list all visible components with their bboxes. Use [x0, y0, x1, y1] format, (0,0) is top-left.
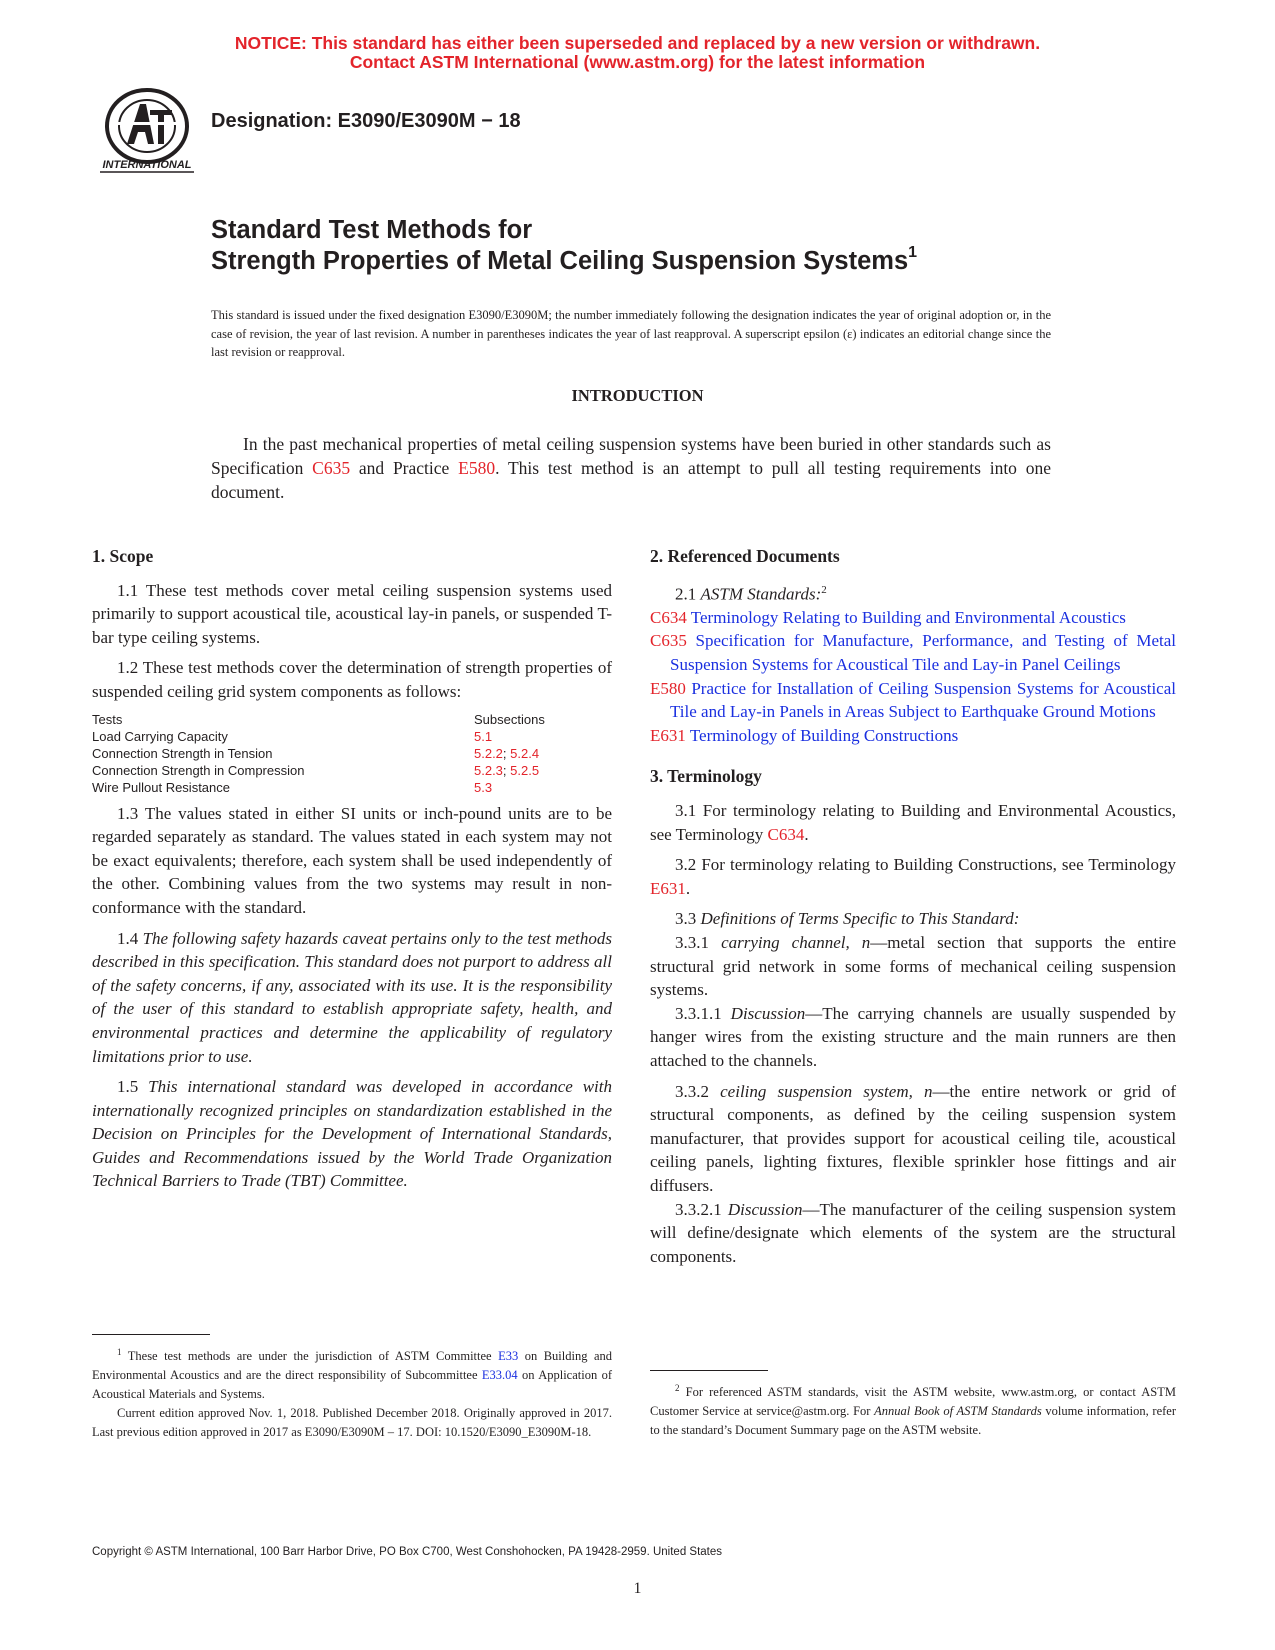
reference-item	[650, 629, 1176, 676]
test-name: Wire Pullout Resistance	[92, 779, 230, 795]
link-subsection[interactable]: 5.2.4	[510, 745, 540, 761]
para-3-2-text: 3.2 For terminology relating to Building Constructions, see Terminology	[675, 855, 1176, 875]
para-3-1: 3.1 For terminology relating to Building and Environmental Acoustics, see Terminology C634.	[650, 801, 1176, 844]
para-3-3-1	[650, 931, 1176, 1002]
para-number: 1.4	[117, 928, 143, 948]
definition-text: —the entire network or grid of structural components, as defined by the ceiling suspension system manufacturer, that provides support for acoustical ceiling tile, acoustical ceiling panels, lighting fixtures, flexible sprinkler hose fittings and air diffusers.	[650, 1081, 1177, 1195]
referenced-heading: 2. Referenced Documents	[650, 546, 840, 566]
discussion-label: Discussion	[730, 1003, 806, 1023]
footnotes-left	[92, 1334, 612, 1442]
para-3-3-text: Definitions of Terms Specific to This Standard:	[700, 909, 1020, 929]
introduction-heading: INTRODUCTION	[571, 386, 704, 405]
para-1-1: 1.1 These test methods cover metal ceiling suspension systems used primarily to support acoustical tile, acoustical lay-in panels, or suspended T-bar type ceiling systems.	[92, 580, 612, 647]
link-c634[interactable]: C634	[650, 607, 687, 627]
table-row	[92, 762, 612, 779]
footnote-1-edition: Current edition approved Nov. 1, 2018. Published December 2018. Originally approved in 2017. Last previous edition approved in 2017 as E3090/E3090M – 17. DOI: 10.1520/E3090_E3090M-18.	[92, 1406, 612, 1440]
test-subsection	[474, 745, 612, 762]
superseded-notice	[0, 34, 1275, 72]
para-number: 3.3.1.1	[675, 1003, 731, 1023]
terminology-heading: 3. Terminology	[650, 766, 762, 787]
para-number: 2.1	[675, 584, 701, 604]
definition-text: —metal section that supports the entire structural grid network in some forms of mechanical ceiling suspension systems.	[650, 932, 1177, 1000]
footnote-1	[92, 1343, 612, 1404]
link-e631[interactable]: E631	[650, 725, 686, 745]
footnote-text: For referenced ASTM standards, visit the ASTM website, www.astm.org, or contact ASTM Customer Service at service@astm.org. For	[650, 1385, 1176, 1419]
para-1-4	[92, 927, 612, 1069]
footnote-text: These test methods are under the jurisdiction of ASTM Committee	[121, 1349, 499, 1364]
para-1-5-text: This international standard was developed in accordance with internationally recognized principles on standardization established in the Decision on Principles for the Development of International Standards, Guides and Recommendations issued by the World Trade Organization Technical Barriers to Trade (TBT) Committee.	[92, 1077, 612, 1191]
footnote-mark: 1	[117, 1347, 122, 1357]
title-footnote-mark: 1	[908, 244, 918, 261]
link-subsection[interactable]: 5.2.3	[474, 762, 503, 778]
link-e631[interactable]: E631	[650, 878, 686, 898]
link-e33-04[interactable]: E33.04	[481, 1368, 518, 1383]
copyright: Copyright © ASTM International, 100 Barr Harbor Drive, PO Box C700, West Conshohocken, PA 19428-2959. United States	[92, 1546, 723, 1558]
link-e580[interactable]: E580	[650, 678, 686, 698]
para-1-3: 1.3 The values stated in either SI units or inch-pound units are to be regarded separately as standard. The values stated in each system may not be exact equivalents; therefore, each system shall be used independently of the other. Combining values from the two systems may result in non-conformance with the standard.	[92, 803, 612, 917]
footnote-italic: Annual Book of ASTM Standards	[874, 1404, 1042, 1419]
document-title	[211, 215, 917, 277]
discussion-text: —The manufacturer of the ceiling suspension system will define/designate which elements of the system are the structural components.	[650, 1199, 1176, 1266]
para-3-3-2-1	[650, 1198, 1176, 1269]
designation: Designation: E3090/E3090M − 18	[211, 110, 521, 132]
reference-title[interactable]: Practice for Installation of Ceiling Suspension Systems for Acoustical Tile and Lay-in Panels in Areas Subject to Earthquake Ground Motions	[670, 678, 1176, 722]
notice-line-2: Contact ASTM International (www.astm.org) for the latest information	[349, 52, 926, 72]
para-2-1	[650, 579, 1176, 606]
link-c635[interactable]: C635	[650, 631, 687, 651]
title-line-2-text: Strength Properties of Metal Ceiling Suspension Systems	[211, 247, 909, 275]
reference-title[interactable]: Terminology of Building Constructions	[685, 725, 959, 745]
link-subsection[interactable]: 5.2.5	[510, 762, 540, 778]
reference-title[interactable]: Terminology Relating to Building and Environmental Acoustics	[686, 607, 1126, 627]
right-column	[650, 545, 1176, 1275]
astm-logo-icon	[92, 82, 202, 182]
link-c635[interactable]: C635	[312, 458, 351, 478]
intro-text-a: In the past mechanical properties of metal ceiling suspension systems have been buried in other standards such as Specification	[211, 434, 1051, 478]
tests-table	[92, 711, 612, 796]
para-3-3	[650, 907, 1176, 931]
footnote-2	[650, 1379, 1176, 1440]
reference-item	[650, 677, 1176, 724]
title-line-1: Standard Test Methods for	[211, 216, 533, 244]
para-2-1-text: ASTM Standards:	[700, 584, 822, 604]
introduction-text	[211, 432, 1051, 504]
left-column	[92, 545, 612, 1200]
intro-text-b: and Practice	[350, 458, 459, 478]
para-number: 3.3.2.1	[675, 1199, 728, 1219]
link-e33[interactable]: E33	[498, 1349, 519, 1364]
issued-note: This standard is issued under the fixed designation E3090/E3090M; the number immediately following the designation indicates the year of original adoption or, in the case of revision, the year of last revision. A number in parentheses indicates the year of last reapproval. A superscript epsilon (ε) indicates an editorial change since the last revision or reapproval.	[211, 308, 1051, 359]
para-3-3-1-1	[650, 1002, 1176, 1073]
footnotes-right	[650, 1370, 1176, 1440]
para-number: 3.3	[675, 909, 701, 929]
defined-term: carrying channel, n	[721, 932, 871, 952]
link-e580[interactable]: E580	[458, 458, 496, 478]
para-number: 1.5	[117, 1077, 149, 1097]
reference-title[interactable]: Specification for Manufacture, Performance, and Testing of Metal Suspension Systems for Acoustical Tile and Lay-in Panel Ceilings	[670, 631, 1176, 675]
footnote-rule	[92, 1334, 210, 1335]
para-1-2: 1.2 These test methods cover the determination of strength properties of suspended ceiling grid system components as follows:	[92, 658, 612, 701]
para-1-5	[92, 1075, 612, 1193]
link-c634[interactable]: C634	[767, 824, 805, 844]
test-name: Load Carrying Capacity	[92, 728, 228, 744]
footnote-text: on Application of Acoustical Materials and Systems.	[92, 1368, 612, 1402]
scope-heading: 1. Scope	[92, 546, 154, 566]
para-1-4-text: The following safety hazards caveat pertains only to the test methods described in this specification. This standard does not purport to address all of the safety concerns, if any, associated with its use. It is the responsibility of the user of this standard to establish appropriate safety, health, and environmental practices and determine the applicability of regulatory limitations prior to use.	[92, 928, 613, 1066]
reference-item	[650, 724, 1176, 748]
col-tests: Tests	[92, 711, 123, 727]
subsection-separator: ;	[502, 762, 511, 778]
defined-term: ceiling suspension system, n	[720, 1081, 933, 1101]
test-subsection	[474, 728, 612, 745]
para-number: 3.3.1	[675, 932, 722, 952]
test-name: Connection Strength in Compression	[92, 762, 305, 778]
notice-line-1: NOTICE: This standard has either been superseded and replaced by a new version or withdrawn.	[234, 33, 1041, 53]
table-row	[92, 728, 612, 745]
table-header-row	[92, 711, 612, 728]
test-subsection	[474, 779, 612, 796]
logo-word: INTERNATIONAL	[102, 159, 192, 171]
discussion-label: Discussion	[727, 1199, 803, 1219]
para-3-2: 3.2 For terminology relating to Building Constructions, see Terminology E631.	[650, 855, 1176, 898]
test-name: Connection Strength in Tension	[92, 745, 273, 761]
reference-item	[650, 606, 1176, 630]
link-subsection[interactable]: 5.1	[474, 728, 493, 744]
footnote-text: on Building and Environmental Acoustics and are the direct responsibility of Subcommittee	[92, 1349, 612, 1383]
page-number: 1	[633, 1580, 642, 1597]
intro-text-c: . This test method is an attempt to pull all testing requirements into one document.	[211, 458, 1052, 502]
footnote-rule	[650, 1370, 768, 1371]
table-row	[92, 745, 612, 762]
discussion-text: —The carrying channels are usually suspended by hanger wires from the existing structure and the main runners are then attached to the channels.	[650, 1003, 1176, 1070]
footnote-mark: 2	[821, 583, 827, 596]
table-row	[92, 779, 612, 796]
link-subsection[interactable]: 5.2.2	[474, 745, 503, 761]
para-3-1-text: 3.1 For terminology relating to Building and Environmental Acoustics, see Terminology	[650, 801, 1176, 844]
link-subsection[interactable]: 5.3	[474, 779, 493, 795]
astm-logo	[92, 82, 202, 182]
title-line-2	[211, 246, 917, 277]
test-subsection	[474, 762, 612, 779]
footnote-mark: 2	[675, 1383, 680, 1393]
para-number: 3.3.2	[675, 1081, 721, 1101]
para-3-3-2	[650, 1080, 1176, 1198]
subsection-separator: ;	[502, 745, 511, 761]
col-subsections: Subsections	[474, 711, 545, 727]
footnote-text: volume information, refer to the standard’s Document Summary page on the ASTM website.	[650, 1404, 1176, 1438]
